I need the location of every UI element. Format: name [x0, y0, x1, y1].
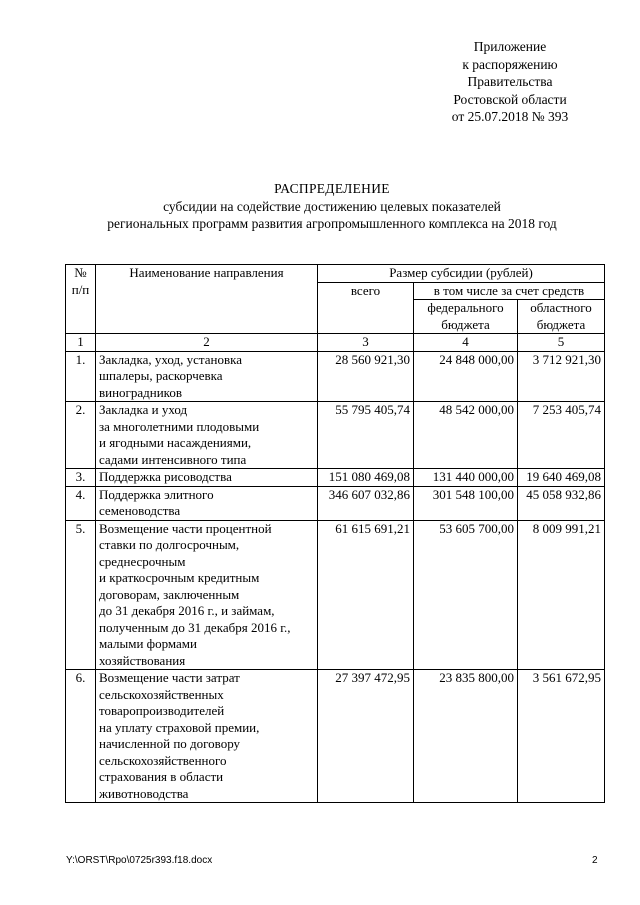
header-federal: федерального бюджета — [414, 300, 518, 334]
table-row — [66, 486, 605, 520]
row-total: 346 607 032,86 — [318, 486, 414, 520]
row-federal: 24 848 000,00 — [414, 351, 518, 402]
row-total: 27 397 472,95 — [318, 670, 414, 803]
row-name: Поддержка элитного семеноводства — [96, 486, 318, 520]
row-number: 5. — [66, 520, 96, 670]
appendix-block — [400, 38, 620, 126]
document-subtitle-line: субсидии на содействие достижению целевых показателей — [163, 198, 501, 214]
appendix-line: Правительства — [467, 74, 553, 89]
row-federal: 131 440 000,00 — [414, 469, 518, 487]
row-name: Поддержка рисоводства — [96, 469, 318, 487]
row-name: Закладка и уход за многолетними плодовыми и ягодными насаждениями, садами интенсивного типа — [96, 402, 318, 469]
row-federal: 48 542 000,00 — [414, 402, 518, 469]
document-subtitle-line: региональных программ развития агропромышленного комплекса на 2018 год — [107, 216, 557, 231]
row-number: 3. — [66, 469, 96, 487]
column-numbers-row — [66, 334, 605, 352]
table-row — [66, 469, 605, 487]
document-heading — [40, 180, 624, 233]
row-regional: 19 640 469,08 — [518, 469, 605, 487]
row-total: 55 795 405,74 — [318, 402, 414, 469]
row-federal: 301 548 100,00 — [414, 486, 518, 520]
header-regional: областного бюджета — [518, 300, 605, 334]
header-name: Наименование направления — [96, 265, 318, 334]
column-number: 3 — [318, 334, 414, 352]
appendix-line: к распоряжению — [462, 56, 558, 72]
appendix-line: Приложение — [473, 39, 547, 54]
document-title: РАСПРЕДЕЛЕНИЕ — [274, 181, 390, 196]
subsidy-table — [65, 264, 605, 803]
header-total: всего — [318, 282, 414, 334]
row-total: 28 560 921,30 — [318, 351, 414, 402]
row-total: 151 080 469,08 — [318, 469, 414, 487]
row-number: 4. — [66, 486, 96, 520]
row-regional: 3 561 672,95 — [518, 670, 605, 803]
table-row — [66, 402, 605, 469]
appendix-line: от 25.07.2018 № 393 — [451, 109, 569, 124]
row-number: 2. — [66, 402, 96, 469]
footer-file-path: Y:\ORST\Rpo\0725r393.f18.docx — [66, 855, 213, 866]
row-name: Возмещение части процентной ставки по долгосрочным, среднесрочным и краткосрочным кредитным договорам, заключенным до 31 декабря 2016 г., и займам, полученным до 31 декабря 2016 г., малыми формами хозяйствования — [96, 520, 318, 670]
row-federal: 23 835 800,00 — [414, 670, 518, 803]
row-federal: 53 605 700,00 — [414, 520, 518, 670]
row-total: 61 615 691,21 — [318, 520, 414, 670]
table-row — [66, 520, 605, 670]
table-row — [66, 670, 605, 803]
column-number: 4 — [414, 334, 518, 352]
column-number: 1 — [66, 334, 96, 352]
row-regional: 7 253 405,74 — [518, 402, 605, 469]
column-number: 2 — [96, 334, 318, 352]
row-name: Возмещение части затрат сельскохозяйственных товаропроизводителей на уплату страховой премии, начисленной по договору сельскохозяйственного страхования в области животноводства — [96, 670, 318, 803]
row-number: 6. — [66, 670, 96, 803]
header-including: в том числе за счет средств — [414, 282, 605, 300]
header-amount: Размер субсидии (рублей) — [318, 265, 605, 283]
table-row — [66, 351, 605, 402]
row-regional: 45 058 932,86 — [518, 486, 605, 520]
appendix-line: Ростовской области — [453, 91, 567, 107]
header-num: № п/п — [66, 265, 96, 334]
column-number: 5 — [518, 334, 605, 352]
row-regional: 8 009 991,21 — [518, 520, 605, 670]
row-regional: 3 712 921,30 — [518, 351, 605, 402]
row-name: Закладка, уход, установка шпалеры, раскорчевка виноградников — [96, 351, 318, 402]
row-number: 1. — [66, 351, 96, 402]
footer-page-number: 2 — [592, 855, 598, 866]
